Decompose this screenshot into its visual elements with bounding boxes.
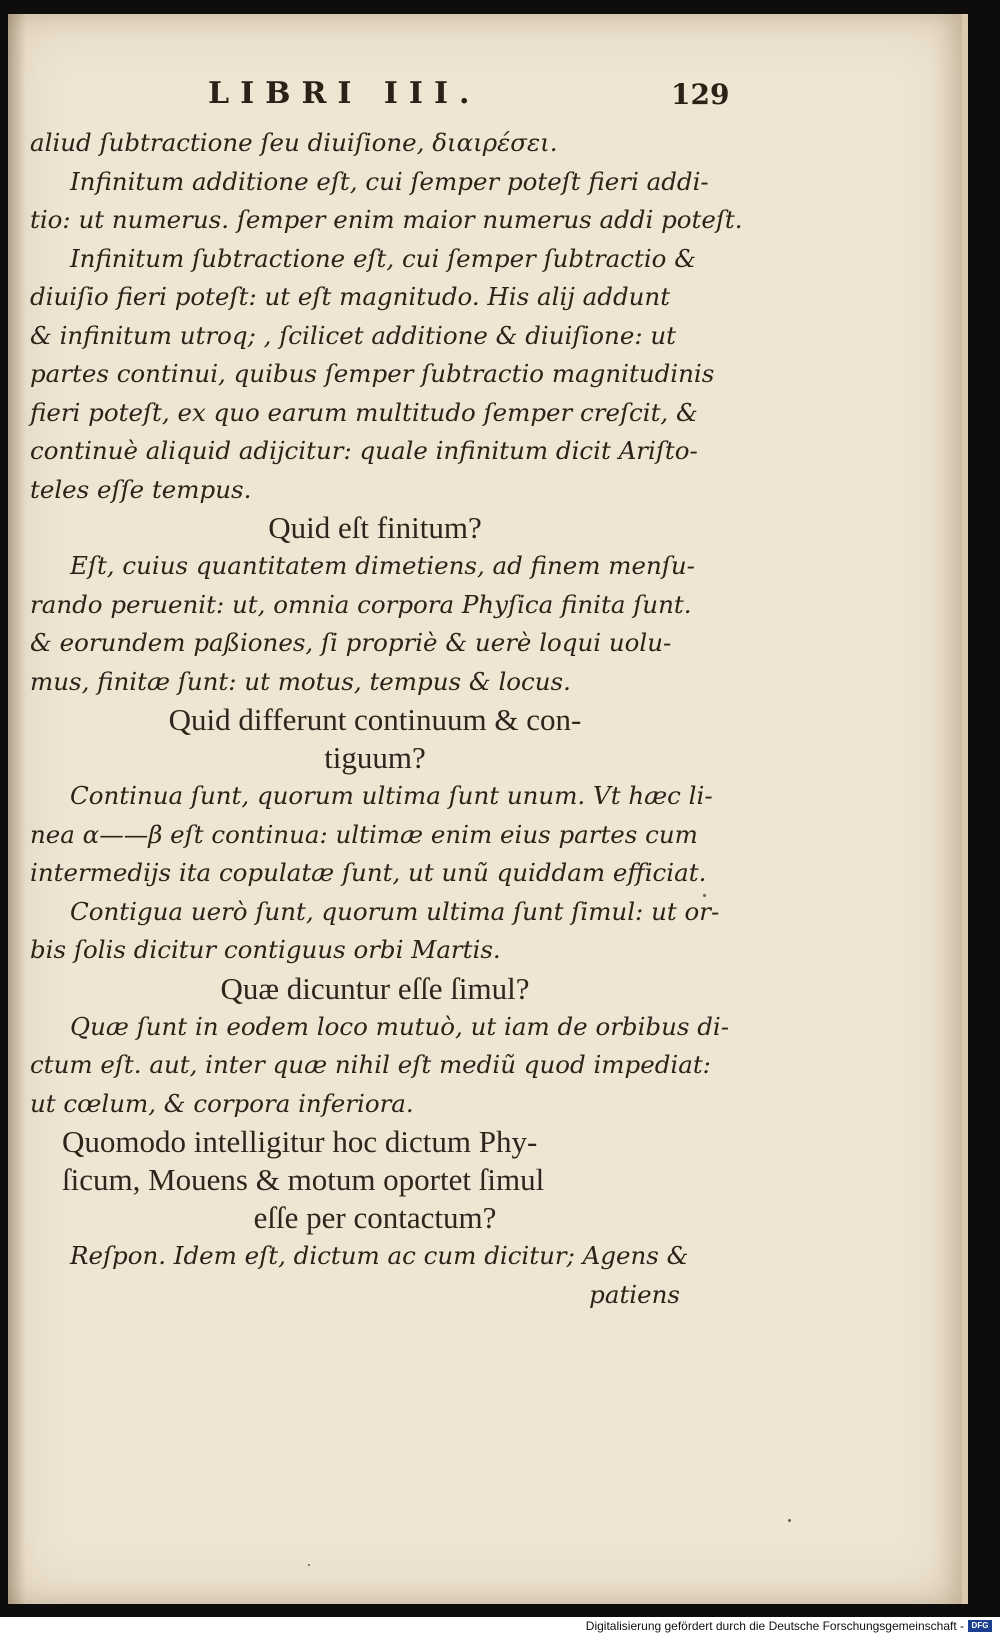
funding-credit: Digitalisierung gefördert durch die Deutsche Forschungsgemeinschaft - — [585, 1619, 964, 1633]
text-line: nea α——β eſt continua: ultimæ enim eius partes cum — [30, 819, 698, 849]
text-line: fieri poteſt, ex quo earum multitudo ſemper creſcit, & — [30, 397, 698, 427]
text-line: Infinitum additione eſt, cui ſemper poteſt fieri addi- — [70, 166, 709, 196]
page-number: 129 — [671, 78, 730, 111]
section-heading: Quomodo intelligitur hoc dictum Phy- — [62, 1124, 538, 1159]
section-heading: Quid eſt finitum? — [268, 510, 482, 545]
text-line: & eorundem paßiones, ſi propriè & uerè loqui uolu- — [30, 628, 672, 657]
book-page — [8, 14, 968, 1604]
text-line: Reſpon. Idem eſt, dictum ac cum dicitur; Agens & — [70, 1241, 689, 1270]
dfg-logo: DFG — [968, 1620, 992, 1632]
text-line: Quæ ſunt in eodem loco mutuò, ut iam de orbibus di- — [70, 1011, 730, 1041]
text-line: mus, finitæ ſunt: ut motus, tempus & locus. — [30, 666, 571, 696]
text-line: ut cœlum, & corpora inferiora. — [30, 1088, 414, 1118]
text-line: tio: ut numerus. ſemper enim maior numerus addi poteſt. — [30, 205, 743, 234]
text-line: continuè aliquid adijcitur: quale infinitum dicit Ariſto- — [30, 436, 698, 465]
section-heading-continued: ſicum, Mouens & motum oportet ſimul — [62, 1162, 545, 1197]
section-heading-continued: eſſe per contactum? — [253, 1200, 497, 1235]
text-line: Infinitum ſubtractione eſt, cui ſemper ſubtractio & — [70, 243, 697, 273]
running-head: LIBRI III. — [208, 76, 481, 111]
paper-speck — [703, 894, 706, 897]
text-line: aliud ſubtractione ſeu diuiſione, διαιρέσει. — [30, 128, 558, 157]
section-heading: Quæ dicuntur eſſe ſimul? — [220, 970, 530, 1006]
page-header — [8, 76, 962, 120]
paper-speck — [788, 1519, 791, 1522]
text-line: ctum eſt. aut, inter quæ nihil eſt mediũ quod impediat: — [30, 1050, 711, 1079]
page-body — [30, 124, 743, 1314]
text-line: Eſt, cuius quantitatem dimetiens, ad finem menſu- — [70, 551, 695, 580]
text-line: bis ſolis dicitur contiguus orbi Martis. — [30, 935, 501, 964]
text-line: Contigua uerò ſunt, quorum ultima ſunt ſimul: ut or- — [70, 896, 720, 926]
text-line: Continua ſunt, quorum ultima ſunt unum. Vt hæc li- — [70, 781, 713, 810]
catchword: patiens — [589, 1279, 680, 1309]
paper-speck — [308, 1564, 310, 1566]
digitization-footer — [0, 1617, 1000, 1639]
text-line: teles eſſe tempus. — [30, 474, 252, 504]
text-line: rando peruenit: ut, omnia corpora Phyſica finita ſunt. — [30, 589, 692, 619]
text-line: partes continui, quibus ſemper ſubtractio magnitudinis — [30, 359, 715, 388]
text-line: & infinitum utroq; , ſcilicet additione & diuiſione: ut — [30, 320, 676, 350]
text-line: diuiſio fieri poteſt: ut eſt magnitudo. His alij addunt — [30, 282, 671, 311]
section-heading-continued: tiguum? — [324, 740, 426, 775]
section-heading: Quid differunt continuum & con- — [168, 702, 582, 737]
text-line: intermedijs ita copulatæ ſunt, ut unũ quiddam efficiat. — [30, 858, 707, 887]
